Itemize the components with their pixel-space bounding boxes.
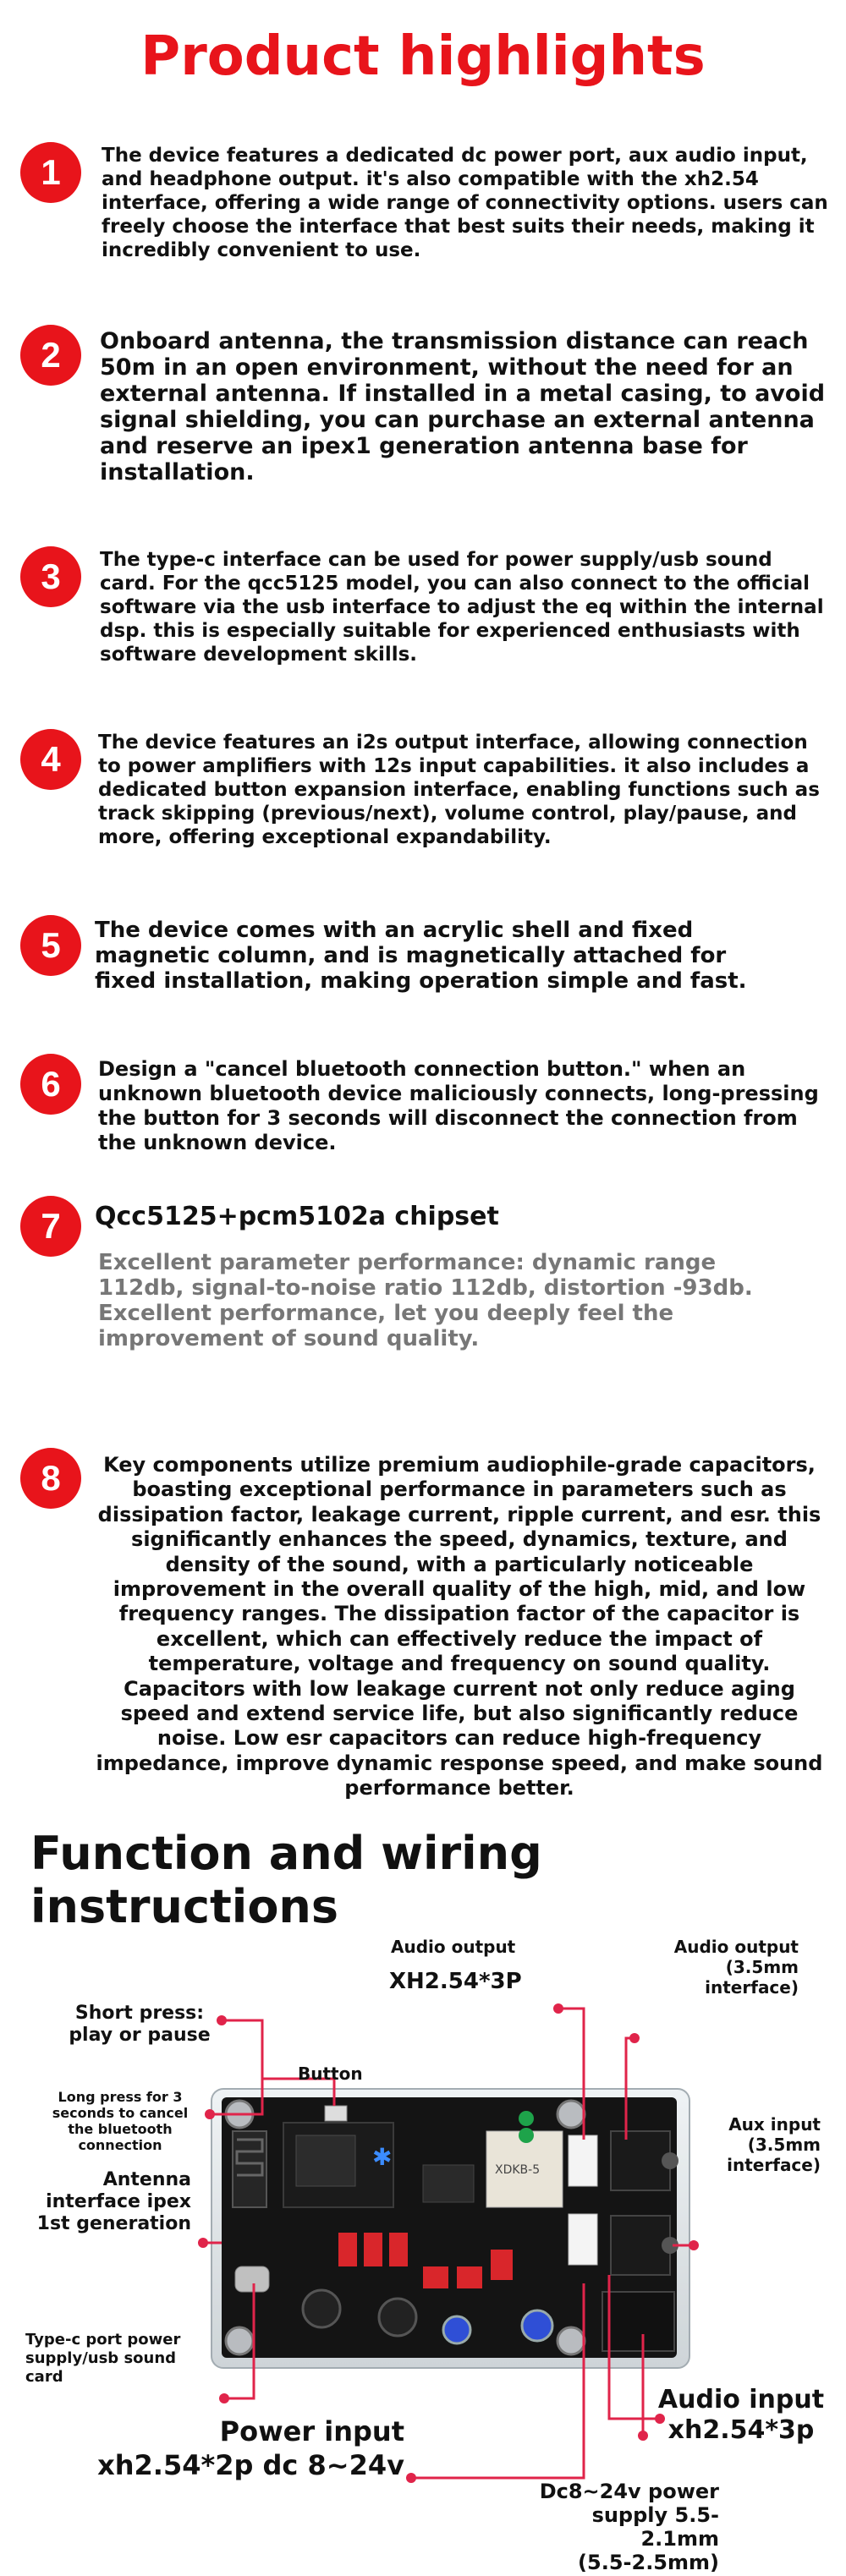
highlight-5-text: The device comes with an acrylic shell and fixed magnetic column, and is magnetically attached for fixed installation, making operation simple and fast. [95,918,747,994]
capacitor [491,2250,513,2280]
capacitor [338,2233,357,2266]
badge-1: 1 [20,142,81,203]
label-audio-output-xh: XH2.54*3P [389,1969,522,1994]
badge-2: 2 [20,325,81,386]
badge-6: 6 [20,1054,81,1115]
page-title: Product highlights [140,25,706,88]
badge-5: 5 [20,915,81,976]
wiring-title: Function and wiring instructions [30,1827,542,1933]
standoff-icon [558,2101,585,2128]
electrolytic-cap [522,2310,552,2341]
highlight-4-text: The device features an i2s output interface, allowing connection to power amplifiers with 12s input capabilities. it also includes a dedicated button expansion interface, enabling functions such as track skipping (previous/next), volume control, play/pause, and more, offering exceptional expandability. [98,732,820,848]
board-silk-text: XDKB-5 [495,2163,541,2177]
capacitor [389,2233,408,2266]
dac-chip [423,2165,474,2202]
jack-hole [662,2152,678,2169]
led-icon [519,2111,534,2126]
capacitor [364,2233,382,2266]
electrolytic-cap [443,2316,470,2343]
highlight-8-text: Key components utilize premium audiophile-grade capacitors, boasting exceptional performance in parameters such as dissipation factor, leakage current, ripple current, and esr. this significantly enhances the speed, dynamics, texture, and density of the sound, with a particularly noticeable improvement in the overall quality of the high, mid, and low frequency ranges. The dissipation factor of the capacitor is excellent, which can effectively reduce the impact of temperature, voltage and frequency on sound quality. Capacitors with low leakage current not only reduce aging speed and extend service life, but also significantly reduce noise. Low esr capacitors can reduce high-frequency impedance, improve dynamic response speed, and make sound performance better. [96,1453,823,1800]
label-typec: Type-c port power supply/usb sound card [25,2331,181,2386]
jack-35 [611,2216,670,2275]
highlight-6-text: Design a "cancel bluetooth connection button." when an unknown bluetooth device maliciously connects, long-pressing the button for 3 seconds will disconnect the connection from the unknown device. [98,1057,819,1154]
highlight-3-text: The type-c interface can be used for power supply/usb sound card. For the qcc5125 model, you can also connect to the official software via the usb interface to adjust the eq within the internal dsp. this is especially suitable for experienced enthusiasts with software development skills. [100,549,824,666]
label-short-press: Short press: play or pause [69,2003,211,2046]
badge-8: 8 [20,1448,81,1509]
badge-4: 4 [20,729,81,790]
typec-port [235,2266,269,2292]
jack-35 [611,2131,670,2190]
label-audio-input: Audio input xh2.54*3p [657,2385,825,2445]
label-antenna: Antenna interface ipex 1st generation [36,2169,191,2234]
capacitor [457,2266,482,2288]
label-aux-input: Aux input (3.5mm interface) [727,2114,821,2175]
xh-connector [569,2214,597,2265]
highlight-1-text: The device features a dedicated dc power port, aux audio input, and headphone output. it's also compatible with the xh2.54 interface, offering a wide range of connectivity options. users can freely choose the interface that best suits their needs, making it incredibly convenient to use. [102,145,828,261]
xh-connector [569,2135,597,2186]
capacitor [423,2266,448,2288]
label-power-input: Power input xh2.54*2p dc 8~24v [97,2415,404,2481]
button-component [325,2106,347,2121]
label-button: Button [298,2064,363,2084]
label-audio-output-35: Audio output (3.5mm interface) [673,1937,799,1998]
label-audio-output: Audio output [391,1937,516,1957]
highlight-7-sub: Excellent parameter performance: dynamic range 112db, signal-to-noise ratio 112db, distortion -93db. Excellent performance, let you deeply feel the improvement of sound quality. [98,1250,753,1351]
highlight-7-heading: Qcc5125+pcm5102a chipset [95,1202,499,1231]
led-icon [519,2128,534,2143]
bluetooth-icon: ✱ [372,2143,393,2171]
electrolytic-cap [303,2290,340,2327]
label-long-press: Long press for 3 seconds to cancel the bluetooth connection [52,2089,189,2153]
highlight-2-text: Onboard antenna, the transmission distance can reach 50m in an open environment, without the need for an external antenna. If installed in a metal casing, to avoid signal shielding, you can purchase an external antenna and reserve an ipex1 generation antenna base for installation. [100,328,826,485]
electrolytic-cap [379,2299,416,2336]
badge-7: 7 [20,1196,81,1257]
badge-3: 3 [20,546,81,607]
dc-jack [602,2292,674,2351]
standoff-icon [558,2327,585,2354]
bluetooth-chip [296,2135,355,2186]
standoff-icon [226,2327,253,2354]
label-dc-power: Dc8~24v power supply 5.5-2.1mm (5.5-2.5mm) [539,2480,719,2574]
